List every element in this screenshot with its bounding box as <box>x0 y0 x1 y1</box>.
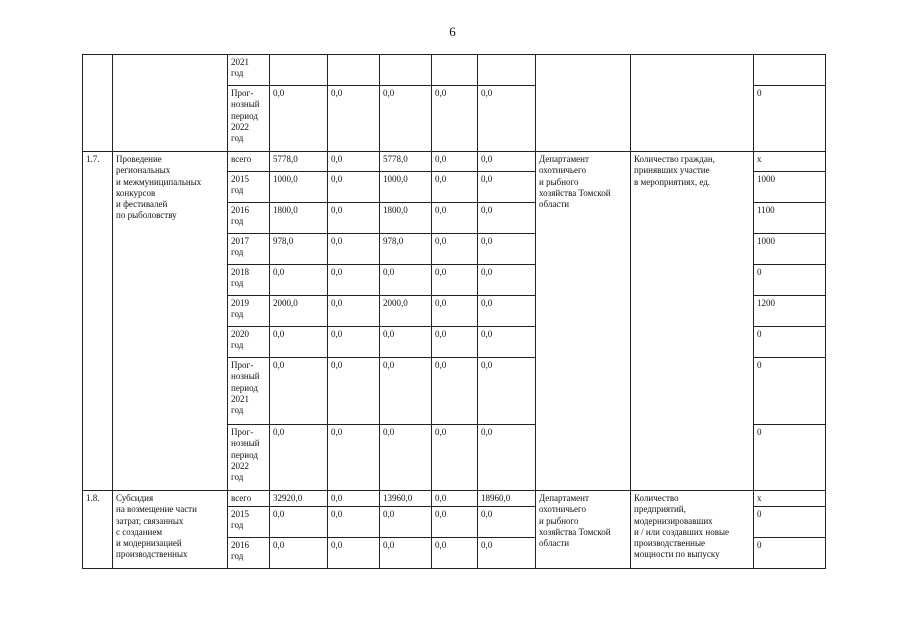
indicator-value-cell: 0 <box>754 538 826 569</box>
value-cell: 2000,0 <box>270 296 328 327</box>
year-cell: всего <box>228 491 270 507</box>
year-cell: 2016 год <box>228 203 270 234</box>
value-cell: 1000,0 <box>380 172 432 203</box>
value-cell: 0,0 <box>328 265 380 296</box>
year-cell: 2020 год <box>228 327 270 358</box>
value-cell: 18960,0 <box>478 491 536 507</box>
indicator-value-cell: 1100 <box>754 203 826 234</box>
value-cell <box>270 55 328 86</box>
value-cell: 0,0 <box>432 491 478 507</box>
executor-cell <box>536 55 631 152</box>
value-cell: 0,0 <box>328 203 380 234</box>
value-cell: 5778,0 <box>270 152 328 172</box>
value-cell: 0,0 <box>380 327 432 358</box>
value-cell: 0,0 <box>478 296 536 327</box>
value-cell: 0,0 <box>478 358 536 425</box>
activity-name-cell <box>113 55 228 152</box>
value-cell: 0,0 <box>270 358 328 425</box>
indicator-value-cell: 0 <box>754 425 826 491</box>
value-cell: 0,0 <box>478 507 536 538</box>
value-cell: 0,0 <box>432 265 478 296</box>
year-cell: Прог- нозный период 2022 год <box>228 425 270 491</box>
indicator-value-cell: 0 <box>754 507 826 538</box>
indicator-cell: Количество предприятий, модернизировавших и / или создавших новые производственные мощности по выпуску <box>631 491 754 569</box>
value-cell: 1000,0 <box>270 172 328 203</box>
year-cell: 2015 год <box>228 172 270 203</box>
value-cell: 0,0 <box>270 538 328 569</box>
year-cell: 2017 год <box>228 234 270 265</box>
indicator-value-cell: 1200 <box>754 296 826 327</box>
value-cell: 0,0 <box>328 507 380 538</box>
value-cell: 5778,0 <box>380 152 432 172</box>
indicator-value-cell: 0 <box>754 358 826 425</box>
activity-name: Субсидия на возмещение части затрат, связанных с созданием и модернизацией производственных <box>113 491 228 569</box>
value-cell: 0,0 <box>328 425 380 491</box>
value-cell <box>432 55 478 86</box>
indicator-value-cell: 0 <box>754 265 826 296</box>
value-cell: 978,0 <box>380 234 432 265</box>
value-cell <box>380 55 432 86</box>
value-cell: 13960,0 <box>380 491 432 507</box>
value-cell: 0,0 <box>328 86 380 152</box>
value-cell: 0,0 <box>478 265 536 296</box>
value-cell: 0,0 <box>478 234 536 265</box>
year-cell: 2015 год <box>228 507 270 538</box>
section-number: 1.8. <box>83 491 113 569</box>
value-cell: 0,0 <box>432 203 478 234</box>
year-cell: Прог- нозный период 2022 год <box>228 86 270 152</box>
value-cell: 0,0 <box>270 425 328 491</box>
executor-cell: Департамент охотничьего и рыбного хозяйства Томской области <box>536 491 631 569</box>
value-cell: 0,0 <box>432 507 478 538</box>
value-cell: 0,0 <box>478 538 536 569</box>
value-cell: 0,0 <box>432 152 478 172</box>
value-cell <box>478 55 536 86</box>
value-cell: 0,0 <box>380 358 432 425</box>
value-cell: 0,0 <box>478 327 536 358</box>
value-cell: 0,0 <box>380 425 432 491</box>
page-number: 6 <box>449 24 456 39</box>
indicator-value-cell: 0 <box>754 327 826 358</box>
value-cell: 0,0 <box>328 491 380 507</box>
indicator-value-cell: x <box>754 152 826 172</box>
value-cell: 0,0 <box>270 86 328 152</box>
indicator-cell: Количество граждан, принявших участие в мероприятиях, ед. <box>631 152 754 491</box>
indicator-value-cell: 1000 <box>754 172 826 203</box>
value-cell: 0,0 <box>432 234 478 265</box>
indicator-value-cell: 0 <box>754 86 826 152</box>
value-cell: 0,0 <box>432 296 478 327</box>
table-row <box>83 55 826 86</box>
value-cell: 1800,0 <box>380 203 432 234</box>
value-cell: 0,0 <box>380 265 432 296</box>
value-cell: 2000,0 <box>380 296 432 327</box>
section-number: 1.7. <box>83 152 113 491</box>
indicator-cell <box>631 55 754 152</box>
year-cell: Прог- нозный период 2021 год <box>228 358 270 425</box>
value-cell: 0,0 <box>270 327 328 358</box>
program-table <box>82 54 826 569</box>
value-cell: 0,0 <box>478 425 536 491</box>
value-cell: 1800,0 <box>270 203 328 234</box>
value-cell: 0,0 <box>432 172 478 203</box>
value-cell: 0,0 <box>432 538 478 569</box>
value-cell: 0,0 <box>478 172 536 203</box>
table-row <box>83 491 826 507</box>
value-cell: 0,0 <box>380 507 432 538</box>
year-cell: 2016 год <box>228 538 270 569</box>
year-cell: 2018 год <box>228 265 270 296</box>
value-cell: 0,0 <box>380 538 432 569</box>
value-cell: 0,0 <box>328 296 380 327</box>
indicator-value-cell <box>754 55 826 86</box>
value-cell: 0,0 <box>328 172 380 203</box>
value-cell: 0,0 <box>328 234 380 265</box>
indicator-value-cell: x <box>754 491 826 507</box>
value-cell: 0,0 <box>432 358 478 425</box>
value-cell: 0,0 <box>432 86 478 152</box>
value-cell: 0,0 <box>432 425 478 491</box>
year-cell: 2019 год <box>228 296 270 327</box>
executor-cell: Департамент охотничьего и рыбного хозяйства Томской области <box>536 152 631 491</box>
value-cell: 0,0 <box>478 86 536 152</box>
row-number-cell <box>83 55 113 152</box>
value-cell: 0,0 <box>478 152 536 172</box>
value-cell: 0,0 <box>380 86 432 152</box>
value-cell: 0,0 <box>270 507 328 538</box>
table-row <box>83 152 826 172</box>
value-cell: 0,0 <box>478 203 536 234</box>
value-cell: 0,0 <box>328 358 380 425</box>
value-cell: 0,0 <box>328 152 380 172</box>
value-cell: 0,0 <box>270 265 328 296</box>
year-cell: 2021 год <box>228 55 270 86</box>
year-cell: всего <box>228 152 270 172</box>
indicator-value-cell: 1000 <box>754 234 826 265</box>
value-cell: 0,0 <box>432 327 478 358</box>
value-cell: 32920,0 <box>270 491 328 507</box>
value-cell: 978,0 <box>270 234 328 265</box>
value-cell <box>328 55 380 86</box>
value-cell: 0,0 <box>328 327 380 358</box>
activity-name: Проведение региональных и межмуниципальных конкурсов и фестивалей по рыболовству <box>113 152 228 491</box>
value-cell: 0,0 <box>328 538 380 569</box>
